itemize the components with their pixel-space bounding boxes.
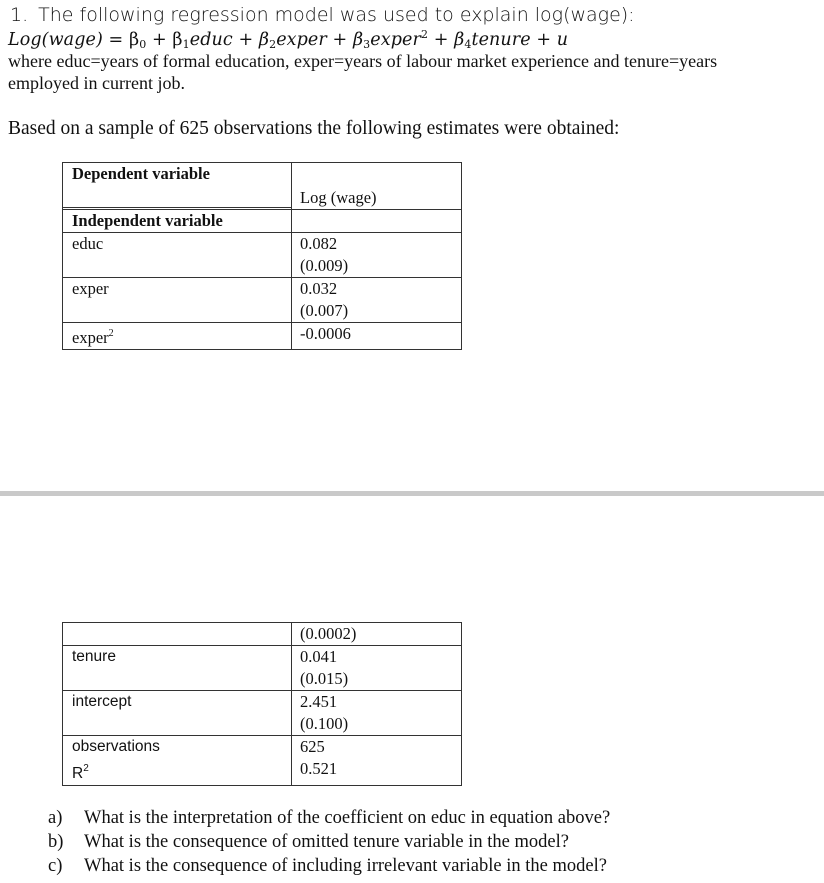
table-row — [63, 278, 462, 323]
equation-power: 2 — [420, 28, 429, 41]
r-squared-value: 0.521 — [300, 759, 338, 778]
variable-name: intercept — [63, 691, 292, 736]
dependent-variable-header: Dependent variable — [63, 163, 292, 208]
regression-table-top — [62, 162, 462, 350]
coefficient-value: -0.0006 — [292, 323, 462, 350]
table-row — [63, 736, 462, 786]
coefficient-cell — [292, 646, 462, 691]
standard-error: (0.100) — [300, 714, 349, 733]
regression-table-bottom — [62, 622, 462, 786]
table-row — [63, 163, 462, 208]
beta-subscript: 4 — [464, 38, 472, 51]
standard-error: (0.0002) — [292, 623, 462, 646]
standard-error: (0.007) — [300, 301, 349, 320]
equation-term: exper + β — [276, 30, 364, 50]
subquestion-text: What is the interpretation of the coefficient on educ in equation above? — [84, 808, 611, 828]
table-row — [63, 691, 462, 736]
coefficient-value: 0.082 — [300, 234, 338, 253]
subquestion-b — [48, 832, 569, 853]
variable-name: exper — [72, 328, 109, 347]
subquestion-c — [48, 856, 607, 877]
variable-name: tenure — [63, 646, 292, 691]
beta-symbol: β — [128, 30, 140, 50]
observations-value: 625 — [300, 737, 325, 756]
equation-term: + β — [428, 30, 465, 50]
dependent-variable-value: Log (wage) — [292, 163, 462, 210]
stats-label-cell — [63, 736, 292, 786]
definitions-line-1: where educ=years of formal education, exper=years of labour market experience and tenure=years — [8, 51, 718, 71]
observations-label: observations — [72, 738, 160, 755]
subquestion-label: a) — [48, 808, 63, 828]
table-row — [63, 323, 462, 350]
coefficient-value: 2.451 — [300, 692, 338, 711]
subquestion-label: b) — [48, 832, 64, 852]
coefficient-value: 0.032 — [300, 279, 338, 298]
blank-cell — [292, 210, 462, 233]
r-squared-label-row — [72, 758, 282, 785]
regression-equation — [8, 28, 568, 51]
question-number: 1. — [10, 4, 29, 26]
page-separator — [0, 491, 824, 496]
equation-term: exper — [370, 30, 421, 50]
coefficient-cell — [292, 278, 462, 323]
subquestion-text: What is the consequence of including irrelevant variable in the model? — [84, 856, 607, 876]
equation-term: tenure + u — [471, 30, 569, 50]
beta-subscript: 1 — [182, 38, 190, 51]
question-intro — [10, 4, 635, 26]
coefficient-cell — [292, 691, 462, 736]
definitions-line-2: employed in current job. — [8, 73, 185, 93]
subquestion-text: What is the consequence of omitted tenure variable in the model? — [84, 832, 569, 852]
independent-variable-header: Independent variable — [63, 210, 292, 233]
coefficient-value: 0.041 — [300, 647, 338, 666]
coefficient-cell — [292, 233, 462, 278]
subquestion-a — [48, 808, 610, 829]
subquestion-label: c) — [48, 856, 63, 876]
table-row — [63, 623, 462, 646]
equation-lhs: Log(wage) = — [8, 30, 129, 50]
table-row — [63, 233, 462, 278]
r-squared-label: R — [72, 765, 84, 782]
variable-name: exper — [63, 278, 292, 323]
beta-subscript: 0 — [139, 38, 147, 51]
sample-description: Based on a sample of 625 observations the following estimates were obtained: — [8, 118, 620, 139]
variable-name-cell — [63, 323, 292, 350]
standard-error: (0.015) — [300, 669, 349, 688]
variable-name: educ — [63, 233, 292, 278]
beta-subscript: 2 — [269, 38, 277, 51]
standard-error: (0.009) — [300, 256, 349, 275]
table-row — [63, 210, 462, 233]
question-intro-text: The following regression model was used to explain log(wage): — [38, 4, 635, 26]
stats-value-cell — [292, 736, 462, 786]
blank-cell — [63, 623, 292, 646]
r-squared-power: 2 — [83, 763, 89, 774]
table-row — [63, 646, 462, 691]
equation-term: educ + β — [189, 30, 270, 50]
beta-subscript: 3 — [363, 38, 371, 51]
equation-term: + β — [151, 30, 183, 50]
variable-power: 2 — [108, 328, 114, 339]
